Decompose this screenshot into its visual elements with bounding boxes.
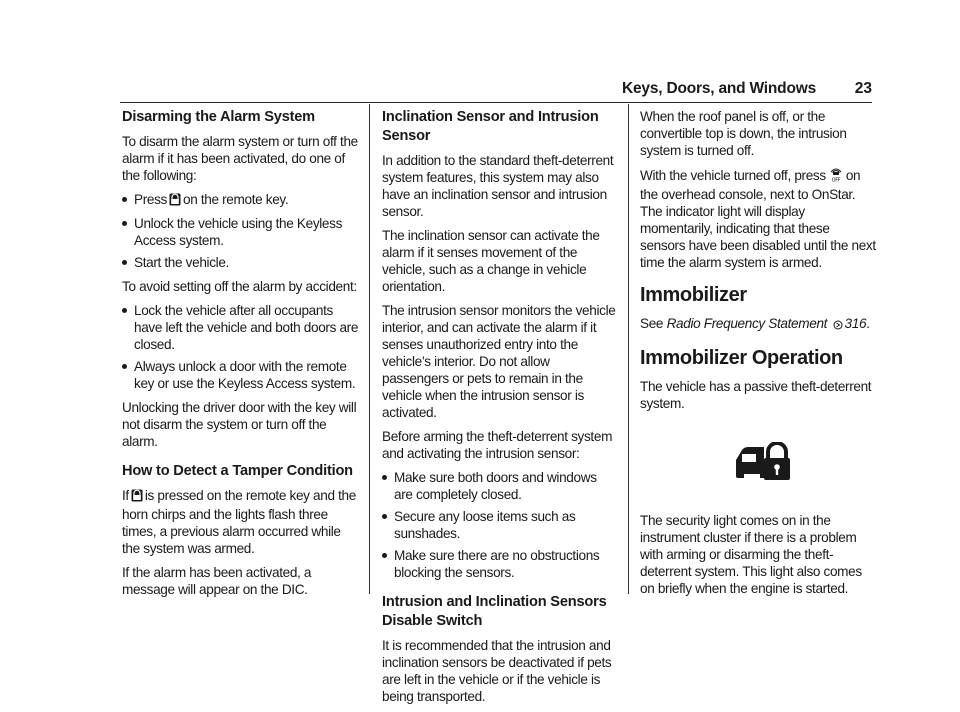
vehicle-security-lock-icon	[734, 442, 790, 482]
bullet-icon	[122, 364, 127, 369]
bullet-icon	[382, 514, 387, 519]
unlock-note: Unlocking the driver door with the key will not disarm the system or turn off the alarm.	[122, 400, 357, 449]
list-item: Always unlock a door with the remote key or use the Keyless Access system.	[122, 358, 360, 392]
dic-paragraph: If the alarm has been activated, a message will appear on the DIC.	[122, 565, 312, 597]
disarm-heading: Disarming the Alarm System	[122, 109, 315, 125]
list-item: Unlock the vehicle using the Keyless Access system.	[122, 215, 360, 249]
inclination-paragraph: The inclination sensor can activate the alarm if it senses movement of the vehicle, such as a change in vehicle orientation.	[382, 228, 600, 294]
disable-switch-paragraph: It is recommended that the intrusion and inclination sensors be deactivated if pets are left in the vehicle or if the vehicle is being transported.	[382, 638, 612, 704]
reference-link[interactable]: Radio Frequency Statement	[666, 316, 828, 331]
see-reference: See Radio Frequency Statement 316.	[640, 315, 876, 334]
disarm-list	[122, 191, 360, 271]
arming-list	[382, 469, 618, 581]
list-item: Secure any loose items such as sunshades.	[382, 508, 618, 542]
avoid-intro: To avoid setting off the alarm by accident:	[122, 279, 357, 294]
bullet-icon	[122, 260, 127, 265]
column-middle	[382, 108, 618, 712]
list-item: Press on the remote key.	[122, 191, 360, 210]
tamper-paragraph: If is pressed on the remote key and the horn chirps and the lights flash three times, a previous alarm occurred while the system was armed.	[122, 488, 356, 556]
operation-heading: Immobilizer Operation	[640, 347, 843, 369]
list-item: Lock the vehicle after all occupants have left the vehicle and both doors are closed.	[122, 302, 360, 353]
passive-paragraph: The vehicle has a passive theft-deterrent system.	[640, 379, 872, 411]
list-item: Make sure there are no obstructions blocking the sensors.	[382, 547, 618, 581]
page-number: 23	[854, 80, 872, 97]
switch-paragraph: With the vehicle turned off, press OFF on the overhead console, next to OnStar. The indicator light will display momentarily, indicating that these sensors have been disabled until the next time the alarm system is armed.	[640, 168, 876, 270]
bullet-icon	[382, 475, 387, 480]
sensor-heading: Inclination Sensor and Intrusion Sensor	[382, 109, 599, 144]
intrusion-sensor-off-icon	[828, 166, 844, 186]
lock-key-icon	[169, 193, 181, 210]
disable-switch-heading: Intrusion and Inclination Sensors Disable Switch	[382, 594, 607, 629]
column-divider	[628, 104, 629, 594]
svg-text:OFF: OFF	[831, 177, 841, 182]
list-item: Start the vehicle.	[122, 254, 360, 271]
column-divider	[369, 104, 370, 594]
bullet-icon	[122, 197, 127, 202]
security-light-paragraph: The security light comes on in the instrument cluster if there is a problem with arming or disarming the theft-deterrent system. This light also comes on briefly when the engine is started.	[640, 513, 862, 596]
tamper-heading: How to Detect a Tamper Condition	[122, 463, 353, 479]
bullet-icon	[382, 553, 387, 558]
page-reference-arrow-icon	[833, 317, 843, 334]
immobilizer-heading: Immobilizer	[640, 284, 747, 306]
lock-key-icon	[131, 489, 143, 506]
bullet-icon	[122, 308, 127, 313]
page-header	[120, 78, 872, 103]
sensor-paragraph: In addition to the standard theft-deterrent system features, this system may also have an inclination sensor and intrusion sensor.	[382, 153, 614, 219]
avoid-list	[122, 302, 360, 392]
section-title: Keys, Doors, and Windows	[621, 80, 816, 97]
disarm-intro: To disarm the alarm system or turn off the alarm if it has been activated, do one of the following:	[122, 134, 358, 183]
list-item: Make sure both doors and windows are completely closed.	[382, 469, 618, 503]
roof-paragraph: When the roof panel is off, or the convertible top is down, the intrusion system is turned off.	[640, 109, 847, 158]
intrusion-paragraph: The intrusion sensor monitors the vehicle interior, and can activate the alarm if it senses unauthorized entry into the vehicle’s interior. Do not allow passengers or pets to remain in the vehicle when the intrusion sensor is activated.	[382, 303, 616, 420]
column-right	[640, 108, 876, 604]
column-left	[122, 108, 360, 605]
bullet-icon	[122, 221, 127, 226]
arming-paragraph: Before arming the theft-deterrent system and activating the intrusion sensor:	[382, 429, 613, 461]
